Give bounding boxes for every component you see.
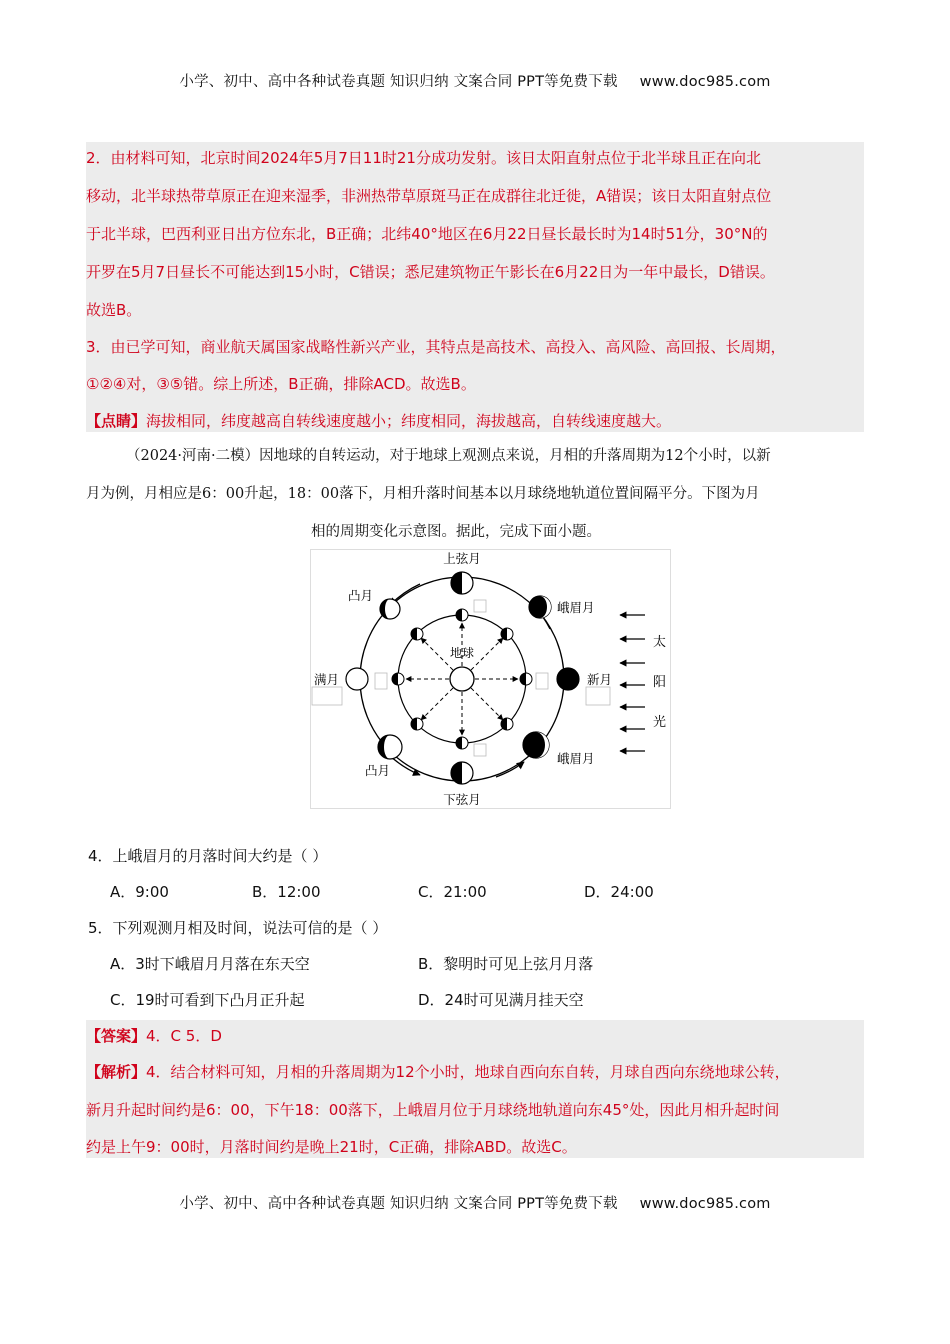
header-site: www.doc985.com [639,74,771,90]
moon-last-quarter [451,762,473,784]
tip-text: 海拔相同，纬度越高自转线速度越小；纬度相同，海拔越高，自转线速度越大。 [146,412,672,430]
sun-char: 光 [653,715,667,730]
analysis-line: 2．由材料可知，北京时间2024年5月7日11时21分成功发射。该日太阳直射点位于北半球且正在向北 [86,149,761,167]
analysis-line: 于北半球，巴西利亚日出方位东北，B正确；北纬40°地区在6月22日昼长最长时为14时51分，30°N的 [86,225,768,243]
answer-line [86,1025,864,1046]
q5-option-c[interactable]: C．19时可看到下凸月正升起 [110,991,305,1009]
small-moon [520,673,532,685]
label-crescent-upper: 峨眉月 [557,600,595,615]
explain-line: 新月升起时间约是6：00，下午18：00落下，上峨眉月位于月球绕地轨道向东45°处，因此月相升起时间 [86,1101,780,1119]
tip-line [86,410,864,431]
moon-phase-diagram [310,549,671,809]
moon-gibbous-upper [380,599,400,619]
q5-option-a[interactable]: A．3时下峨眉月月落在东天空 [110,955,310,973]
analysis-line: 故选B。 [86,301,142,319]
footer-site: www.doc985.com [639,1196,771,1212]
moon-crescent-upper [529,596,551,618]
earth-label: 地球 [449,646,475,660]
intro-line: 相的周期变化示意图。据此，完成下面小题。 [311,524,601,540]
q5-option-d[interactable]: D．24时可见满月挂天空 [418,991,584,1009]
moon-first-quarter [451,572,473,594]
sun-char: 太 [653,635,667,650]
small-moon [501,718,513,730]
small-moon [456,609,468,621]
page-footer [0,1192,950,1213]
explain-line [86,1061,864,1082]
label-new-moon: 新月 [587,672,613,687]
analysis-line: 移动，北半球热带草原正在迎来湿季，非洲热带草原斑马正在成群往北迁徙，A错误；该日太阳直射点位 [86,187,772,205]
small-moon [411,628,423,640]
label-last-quarter: 下弦月 [443,792,481,807]
q5-stem: 5．下列观测月相及时间，说法可信的是（ ） [88,919,388,937]
small-moon [501,628,513,640]
analysis-line: 3．由已学可知，商业航天属国家战略性新兴产业，其特点是高技术、高投入、高风险、高回报、长周期， [86,338,786,356]
moon-gibbous-lower [378,735,402,759]
moon-crescent-lower [523,732,549,758]
intro-line: 月为例，月相应是6：00升起，18：00落下，月相升落时间基本以月球绕地轨道位置间隔平分。下图为月 [86,486,760,502]
explain-label: 【解析】 [86,1063,147,1081]
explain-line: 约是上午9：00时，月落时间约是晚上21时，C正确，排除ABD。故选C。 [86,1138,577,1156]
header-text: 小学、初中、高中各种试卷真题 知识归纳 文案合同 PPT等免费下载 [179,74,618,90]
label-crescent-lower: 峨眉月 [557,751,595,766]
sunlight-label [653,634,666,730]
small-moon [411,718,423,730]
moon-full [346,668,368,690]
q4-option-b[interactable]: B．12:00 [252,883,321,901]
q4-option-c[interactable]: C．21:00 [418,883,487,901]
footer-text: 小学、初中、高中各种试卷真题 知识归纳 文案合同 PPT等免费下载 [179,1196,618,1212]
explain-text: 4．结合材料可知，月相的升落周期为12个小时，地球自西向东自转，月球自西向东绕地球公转， [146,1063,790,1081]
q4-stem: 4．上峨眉月的月落时间大约是（ ） [88,847,328,865]
small-moon [392,673,404,685]
label-first-quarter: 上弦月 [443,551,481,566]
answer-label: 【答案】 [86,1027,147,1045]
q4-option-a[interactable]: A．9:00 [110,883,169,901]
q5-option-b[interactable]: B．黎明时可见上弦月月落 [418,955,594,973]
sun-char: 阳 [653,675,667,690]
page-header [0,70,950,91]
intro-line: （2024·河南·二模）因地球的自转运动，对于地球上观测点来说，月相的升落周期为12个小时，以新 [126,448,771,464]
tip-label: 【点睛】 [86,412,147,430]
answer-text: 4．C 5．D [146,1027,222,1045]
earth [450,667,474,691]
analysis-line: 开罗在5月7日昼长不可能达到15小时，C错误；悉尼建筑物正午影长在6月22日为一年中最长，D错误。 [86,263,775,281]
small-moon [456,737,468,749]
label-gibbous-upper: 凸月 [348,588,374,603]
label-gibbous-lower: 凸月 [365,763,391,778]
moon-new [557,668,579,690]
q4-option-d[interactable]: D．24:00 [584,883,654,901]
analysis-line: ①②④对，③⑤错。综上所述，B正确，排除ACD。故选B。 [86,375,476,393]
label-full-moon: 满月 [314,672,340,687]
